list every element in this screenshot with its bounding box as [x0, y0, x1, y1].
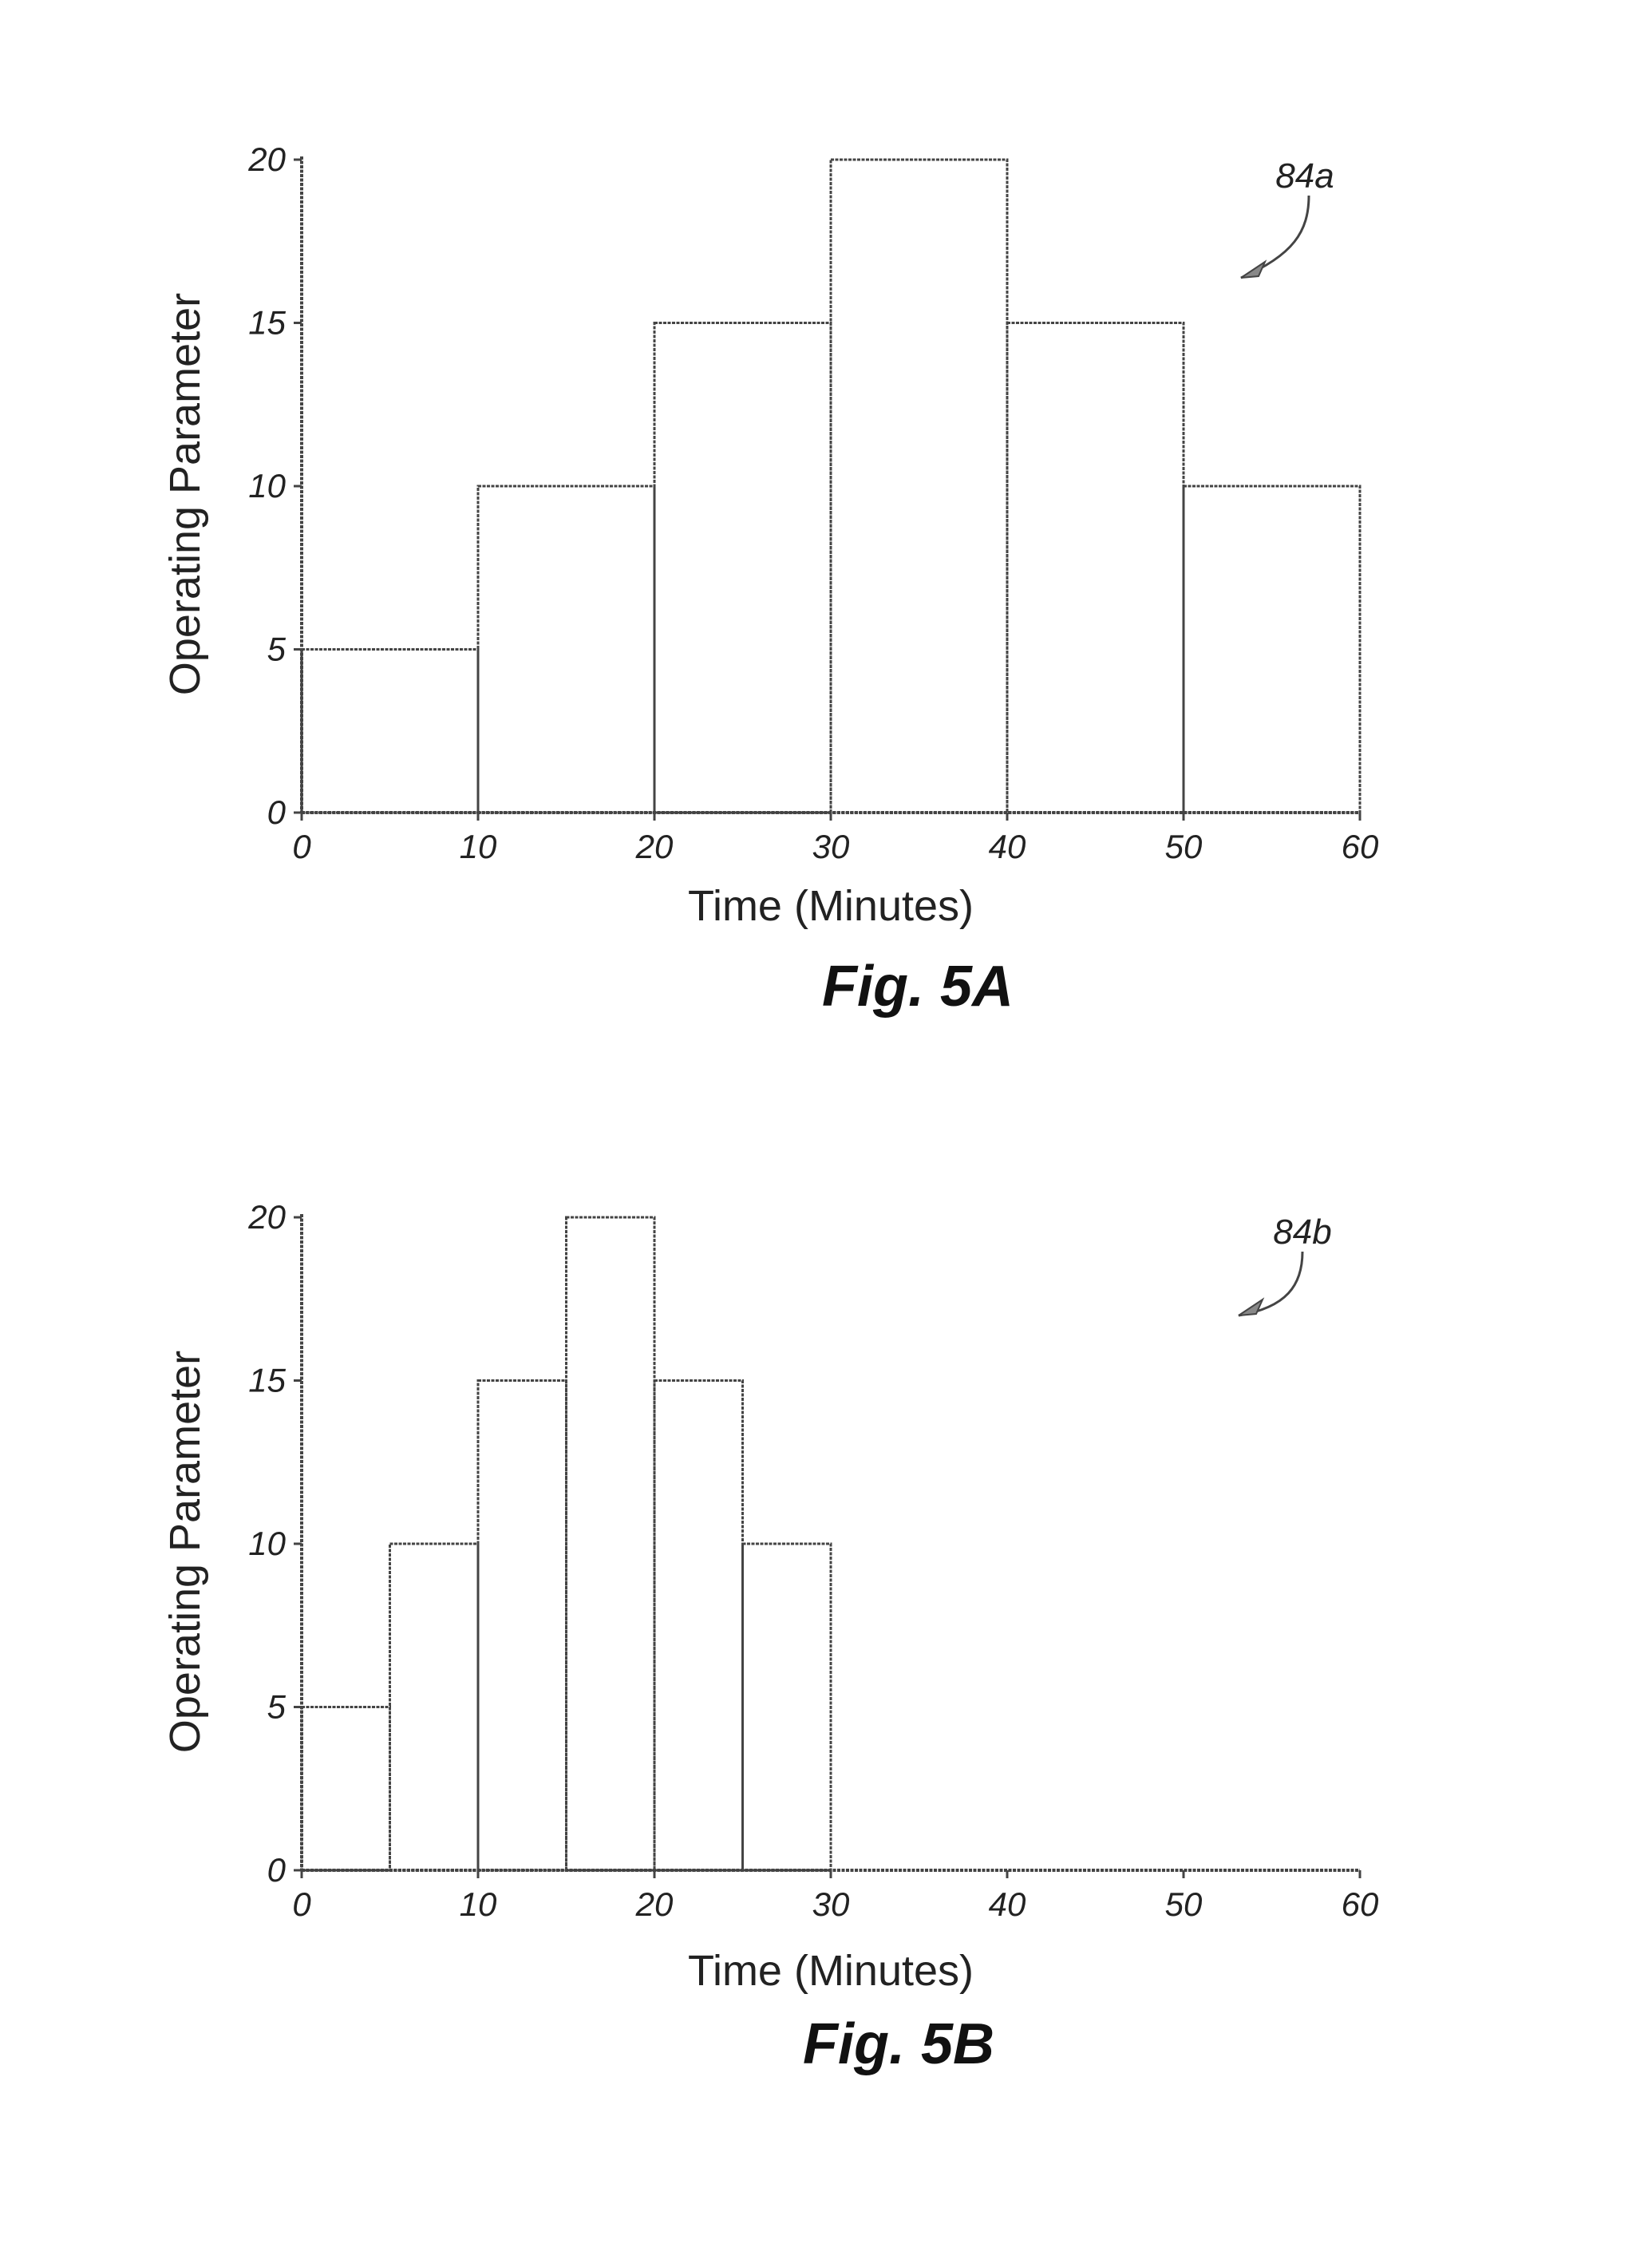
x-tick-label-5a-10: 10: [459, 828, 497, 865]
x-tick-label-5b-0: 0: [292, 1885, 311, 1923]
bar-5a-2: [654, 323, 831, 813]
bar-5a-0: [302, 650, 478, 813]
x-axis-label-5b: Time (Minutes): [687, 1947, 974, 1995]
bar-5b-5: [743, 1544, 832, 1870]
figure-caption-5a: Fig. 5A: [821, 955, 1014, 1019]
bar-5b-0: [302, 1707, 390, 1871]
leader-arrow-5b: [1239, 1252, 1302, 1315]
x-axis-label-5a: Time (Minutes): [687, 882, 974, 930]
x-tick-label-5b-10: 10: [459, 1885, 497, 1923]
bar-5a-5: [1184, 486, 1360, 813]
y-tick-label-5b-5: 5: [267, 1687, 286, 1726]
bar-5a-3: [831, 160, 1007, 813]
x-tick-label-5a-40: 40: [988, 828, 1026, 865]
x-tick-label-5b-30: 30: [812, 1885, 850, 1923]
y-tick-label-5a-20: 20: [248, 140, 286, 178]
x-tick-label-5a-50: 50: [1164, 828, 1203, 865]
bar-5b-1: [390, 1544, 479, 1870]
y-tick-label-5b-15: 15: [248, 1361, 286, 1399]
x-tick-label-5b-40: 40: [988, 1885, 1026, 1923]
y-tick-label-5b-0: 0: [267, 1851, 286, 1889]
bar-5b-4: [654, 1381, 743, 1871]
x-tick-label-5b-20: 20: [635, 1885, 674, 1923]
bar-5b-3: [567, 1217, 655, 1870]
bar-5b-2: [478, 1381, 567, 1871]
x-tick-label-5a-30: 30: [812, 828, 850, 865]
x-tick-label-5b-50: 50: [1164, 1885, 1203, 1923]
reference-numeral-5b: 84b: [1273, 1213, 1332, 1252]
y-tick-label-5a-15: 15: [248, 303, 286, 342]
arrowhead-icon-5a: [1241, 262, 1265, 278]
y-tick-label-5a-0: 0: [267, 793, 286, 831]
x-tick-label-5a-60: 60: [1341, 828, 1379, 865]
x-tick-label-5a-0: 0: [292, 828, 311, 865]
y-axis-label-5b: Operating Parameter: [161, 1350, 209, 1754]
figure-caption-5b: Fig. 5B: [802, 2012, 995, 2076]
x-tick-label-5b-60: 60: [1341, 1885, 1379, 1923]
bar-5a-4: [1007, 323, 1184, 813]
y-axis-label-5a: Operating Parameter: [161, 292, 209, 696]
arrowhead-icon-5b: [1239, 1300, 1263, 1315]
x-tick-label-5a-20: 20: [635, 828, 674, 865]
bar-5a-1: [478, 486, 654, 813]
y-tick-label-5b-20: 20: [248, 1198, 286, 1236]
y-tick-label-5a-10: 10: [248, 467, 286, 504]
leader-arrow-5a: [1241, 196, 1309, 278]
y-tick-label-5b-10: 10: [248, 1525, 286, 1562]
reference-numeral-5a: 84a: [1275, 156, 1334, 196]
y-tick-label-5a-5: 5: [267, 630, 286, 668]
